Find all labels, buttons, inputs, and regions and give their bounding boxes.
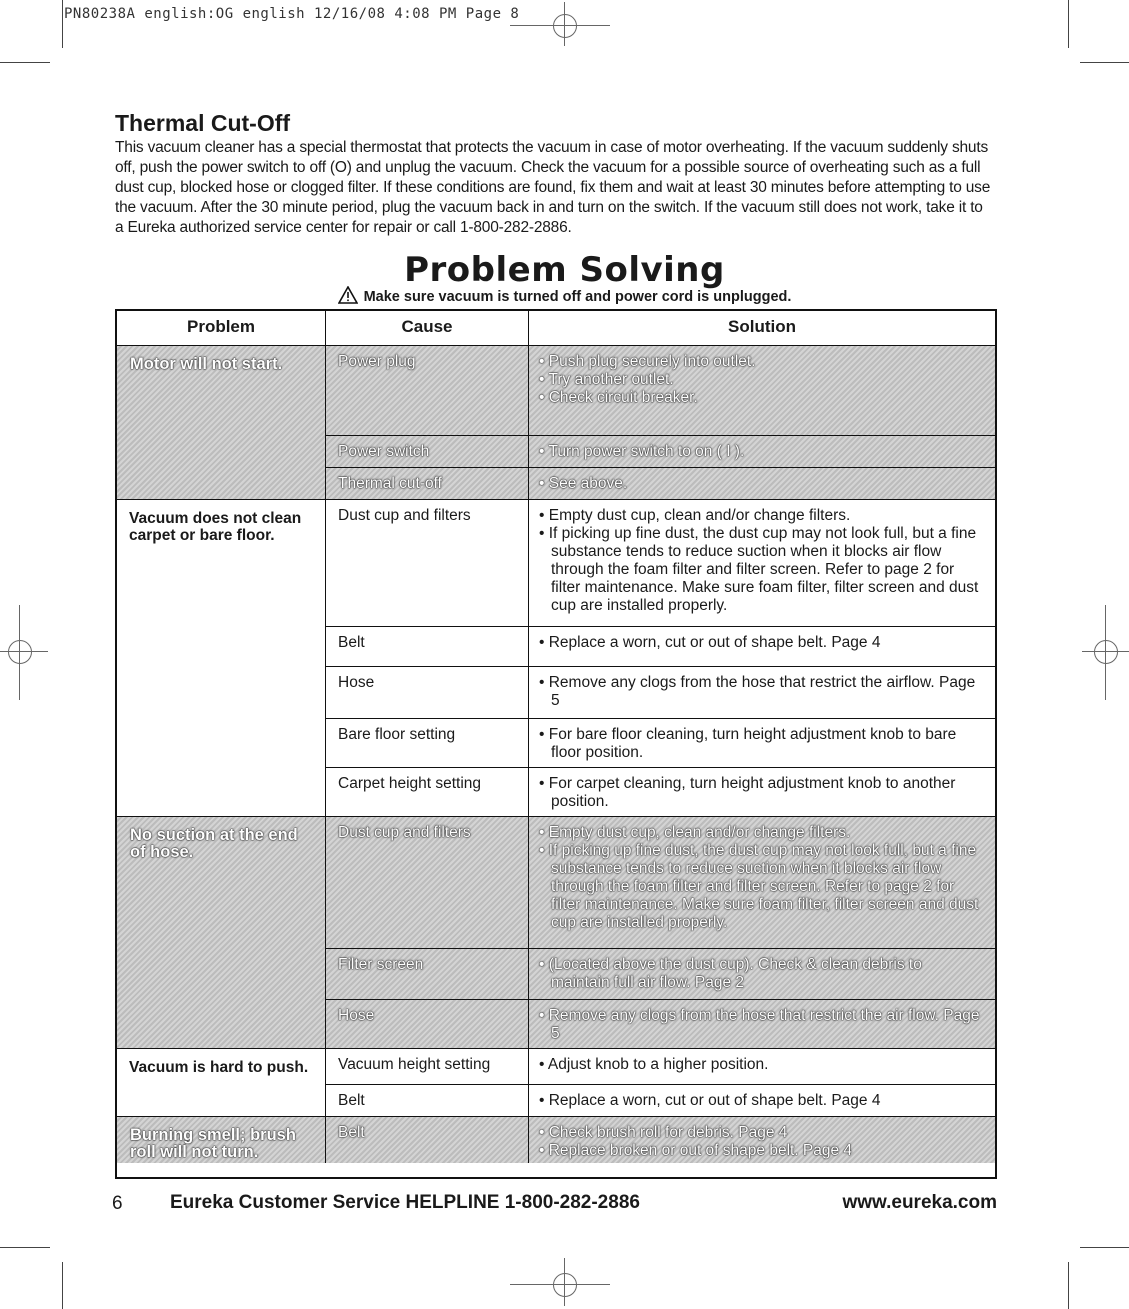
registration-mark-icon [1094,640,1118,664]
cause-text: Belt [338,634,365,651]
cause-cell [325,467,528,499]
cause-cell [325,666,528,718]
cause-text: Power plug [338,353,416,370]
crop-mark [0,1247,50,1248]
solution-item: • Remove any clogs from the hose that restrict the air flow. Page 5 [539,1007,983,1043]
table-header-row [117,311,995,345]
problem-text: No suction at the end of hose. [130,826,298,861]
cause-text: Carpet height setting [338,775,482,792]
registration-line [564,2,565,46]
website-link[interactable]: www.eureka.com [842,1192,997,1213]
crop-mark [0,62,50,63]
cause-cell [325,816,528,948]
solution-cell [528,948,995,999]
print-job-header: PN80238A english:OG english 12/16/08 4:08 PM Page 8 [64,6,520,22]
cause-cell [325,1084,528,1116]
problem-text: Vacuum does not clean carpet or bare floor. [129,510,302,544]
cause-text: Hose [338,1007,375,1024]
crop-mark [1068,0,1069,48]
solution-cell [528,467,995,499]
solution-cell [528,1084,995,1116]
problem-text: Vacuum is hard to push. [129,1059,309,1076]
solution-item: • Replace a worn, cut or out of shape belt. Page 4 [539,1092,983,1110]
registration-line [1082,651,1129,652]
thermal-cutoff-body: This vacuum cleaner has a special thermostat that protects the vacuum in case of motor overheating. If the vacuum suddenly shuts off, push the power switch to off (O) and unplug the vacuum. Check the vacuum for a possible source of overheating such as a full dust cup, blocked hose or clogged filter. If these conditions are found, fix them and wait at least 30 minutes before attempting to use the vacuum. After the 30 minute period, plug the vacuum back in and turn on the switch. If the vacuum still does not work, take it to a Eureka authorized service center for repair or call 1-800-282-2886. [115,139,991,236]
solution-cell [528,999,995,1048]
solution-item: • If picking up fine dust, the dust cup may not look full, but a fine substance tends to reduce suction when it blocks air flow through the foam filter and filter screen. Refer to page 2 for filter maintenance. Make sure foam filter, filter screen and dust cup are installed properly. [539,525,983,615]
problem-cell [117,1048,325,1116]
cause-cell [325,948,528,999]
thermal-cutoff-title: Thermal Cut-Off [115,110,291,136]
problem-text: Motor will not start. [130,355,283,373]
cause-text: Thermal cut-off [338,475,442,492]
solution-cell [528,666,995,718]
solution-item: • Check brush roll for debris. Page 4 [539,1124,983,1142]
registration-line [510,25,610,26]
solution-item: • (Located above the dust cup). Check & clean debris to maintain full air flow. Page 2 [539,956,983,992]
cause-text: Power switch [338,443,430,460]
registration-mark-icon [553,14,577,38]
solution-cell [528,345,995,435]
crop-mark [1068,1262,1069,1309]
crop-mark [1080,1247,1129,1248]
cause-cell [325,718,528,767]
cause-text: Dust cup and filters [338,507,471,524]
cause-text: Bare floor setting [338,726,456,743]
cause-cell [325,435,528,467]
registration-line [19,605,20,700]
cause-text: Filter screen [338,956,424,973]
solution-cell [528,718,995,767]
registration-line [510,1284,610,1285]
solution-item: • See above. [539,475,983,493]
solution-item: • Replace a worn, cut or out of shape belt. Page 4 [539,634,983,652]
solution-cell [528,435,995,467]
registration-line [0,651,48,652]
solution-cell [528,499,995,626]
cause-text: Dust cup and filters [338,824,471,841]
cause-cell [325,999,528,1048]
problem-cell [117,816,325,1048]
warning-icon [338,286,358,308]
solution-item: • Replace broken or out of shape belt. Page 4 [539,1142,983,1160]
solution-item: • Empty dust cup, clean and/or change filters. [539,507,983,525]
solution-item: • Adjust knob to a higher position. [539,1056,983,1074]
solution-item: • Remove any clogs from the hose that restrict the airflow. Page 5 [539,674,983,710]
solution-cell [528,816,995,948]
solution-item: • Empty dust cup, clean and/or change filters. [539,824,983,842]
solution-item: • For carpet cleaning, turn height adjustment knob to another position. [539,775,983,811]
solution-item: • Turn power switch to on ( I ). [539,443,983,461]
problem-text: Burning smell; brush roll will not turn. [130,1126,296,1161]
crop-mark [1080,62,1129,63]
header-cause: Cause [325,311,528,345]
cause-cell [325,499,528,626]
solution-cell [528,626,995,666]
problem-solving-title: Problem Solving [404,250,725,290]
solution-item: • Push plug securely into outlet. [539,353,983,371]
problem-cell [117,345,325,499]
solution-item: • If picking up fine dust, the dust cup may not look full, but a fine substance tends to reduce suction when it blocks air flow through the foam filter and filter screen. Refer to page 2 for filter maintenance. Make sure foam filter, filter screen and dust cup are installed properly. [539,842,983,932]
crop-mark [62,1262,63,1309]
registration-mark-icon [8,640,32,664]
registration-line [1105,605,1106,700]
warning-note [0,286,1129,308]
cause-text: Belt [338,1092,365,1109]
problem-cell [117,1116,325,1163]
header-problem: Problem [186,317,256,336]
warning-text: Make sure vacuum is turned off and power cord is unplugged. [363,289,792,305]
solution-cell [528,767,995,816]
helpline-text: Eureka Customer Service HELPLINE 1-800-282-2886 [170,1192,640,1213]
problem-solving-table [115,309,997,1179]
solution-cell [528,1048,995,1084]
cause-cell [325,626,528,666]
solution-item: • For bare floor cleaning, turn height adjustment knob to bare floor position. [539,726,983,762]
page-number: 6 [112,1193,123,1214]
registration-line [564,1258,565,1306]
problem-cell [117,499,325,816]
crop-mark [62,0,63,48]
header-solution: Solution [528,311,995,345]
cause-cell [325,345,528,435]
cause-cell [325,1116,528,1163]
cause-cell [325,1048,528,1084]
registration-mark-icon [553,1273,577,1297]
solution-cell [528,1116,995,1163]
cause-text: Belt [338,1124,365,1141]
solution-item: • Check circuit breaker. [539,389,983,407]
cause-text: Vacuum height setting [338,1056,491,1073]
cause-text: Hose [338,674,375,691]
cause-cell [325,767,528,816]
solution-item: • Try another outlet. [539,371,983,389]
